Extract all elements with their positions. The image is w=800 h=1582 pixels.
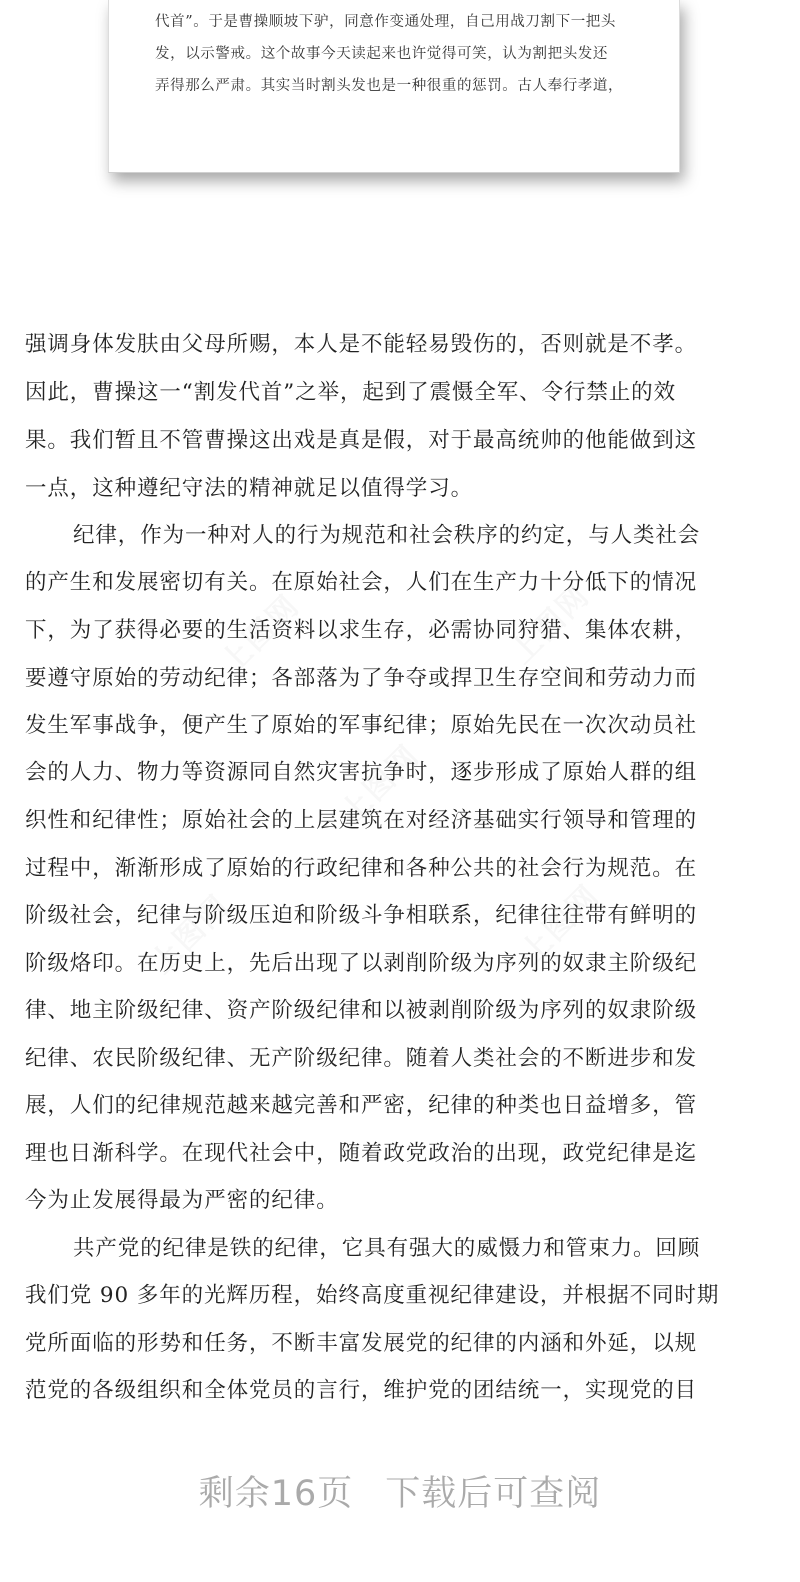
body-text-line: 理也日渐科学。在现代社会中，随着政党政治的出现，政党纪律是迄 bbox=[25, 1141, 698, 1166]
download-prompt[interactable] bbox=[0, 1466, 800, 1516]
body-text-line: 共产党的纪律是铁的纪律，它具有强大的威慑力和管束力。回顾 bbox=[73, 1236, 701, 1261]
body-text-line: 会的人力、物力等资源同自然灾害抗争时，逐步形成了原始人群的组 bbox=[25, 760, 698, 785]
body-text-line: 下，为了获得必要的生活资料以求生存，必需协同狩猎、集体农耕， bbox=[25, 618, 698, 643]
body-text-line: 阶级社会，纪律与阶级压迫和阶级斗争相联系，纪律往往带有鲜明的 bbox=[25, 903, 698, 928]
body-text-line: 纪律、农民阶级纪律、无产阶级纪律。随着人类社会的不断进步和发 bbox=[25, 1046, 698, 1071]
body-text-line: 要遵守原始的劳动纪律；各部落为了争夺或捍卫生存空间和劳动力而 bbox=[25, 666, 698, 691]
card-text-line: 弄得那么严肃。其实当时割头发也是一种很重的惩罚。古人奉行孝道， bbox=[155, 78, 624, 94]
card-text-line: 发，以示警戒。这个故事今天读起来也许觉得可笑，认为割把头发还 bbox=[155, 46, 608, 62]
body-text-line: 过程中，渐渐形成了原始的行政纪律和各种公共的社会行为规范。在 bbox=[25, 856, 698, 881]
body-text-line: 的产生和发展密切有关。在原始社会，人们在生产力十分低下的情况 bbox=[25, 570, 698, 595]
watermark: 上图网 bbox=[214, 588, 307, 681]
body-text-line: 强调身体发肤由父母所赐，本人是不能轻易毁伤的，否则就是不孝。 bbox=[25, 332, 698, 357]
body-text-line: 党所面临的形势和任务，不断丰富发展党的纪律的内涵和外延，以规 bbox=[25, 1331, 698, 1356]
watermark: 上图网 bbox=[504, 578, 597, 671]
body-text-line: 今为止发展得最为严密的纪律。 bbox=[25, 1188, 339, 1213]
body-text-line: 范党的各级组织和全体党员的言行，维护党的团结统一，实现党的目 bbox=[25, 1378, 698, 1403]
watermark: 上图网 bbox=[144, 888, 237, 981]
download-to-view-label: 下载后可查阅 bbox=[385, 1474, 602, 1514]
body-text-line: 纪律，作为一种对人的行为规范和社会秩序的约定，与人类社会 bbox=[73, 523, 701, 548]
remaining-pages-label: 剩余16页 bbox=[198, 1474, 354, 1514]
body-text-line: 阶级烙印。在历史上，先后出现了以剥削阶级为序列的奴隶主阶级纪 bbox=[25, 951, 698, 976]
body-text-line: 发生军事战争，便产生了原始的军事纪律；原始先民在一次次动员社 bbox=[25, 713, 698, 738]
body-text-line: 律、地主阶级纪律、资产阶级纪律和以被剥削阶级为序列的奴隶阶级 bbox=[25, 998, 698, 1023]
body-text-line: 一点，这种遵纪守法的精神就足以值得学习。 bbox=[25, 476, 474, 501]
watermark: 上图网 bbox=[514, 878, 607, 971]
card-text-line: 代首”。于是曹操顺坡下驴，同意作变通处理，自己用战刀割下一把头 bbox=[155, 14, 617, 30]
body-text-line: 我们党 90 多年的光辉历程，始终高度重视纪律建设，并根据不同时期 bbox=[25, 1283, 720, 1308]
body-text-line: 因此，曹操这一“割发代首”之举，起到了震慑全军、令行禁止的效 bbox=[25, 380, 676, 405]
body-text-line: 织性和纪律性；原始社会的上层建筑在对经济基础实行领导和管理的 bbox=[25, 808, 698, 833]
watermark: 上图网 bbox=[334, 738, 427, 831]
body-text-line: 展，人们的纪律规范越来越完善和严密，纪律的种类也日益增多，管 bbox=[25, 1093, 698, 1118]
body-text-line: 果。我们暂且不管曹操这出戏是真是假，对于最高统帅的他能做到这 bbox=[25, 428, 698, 453]
